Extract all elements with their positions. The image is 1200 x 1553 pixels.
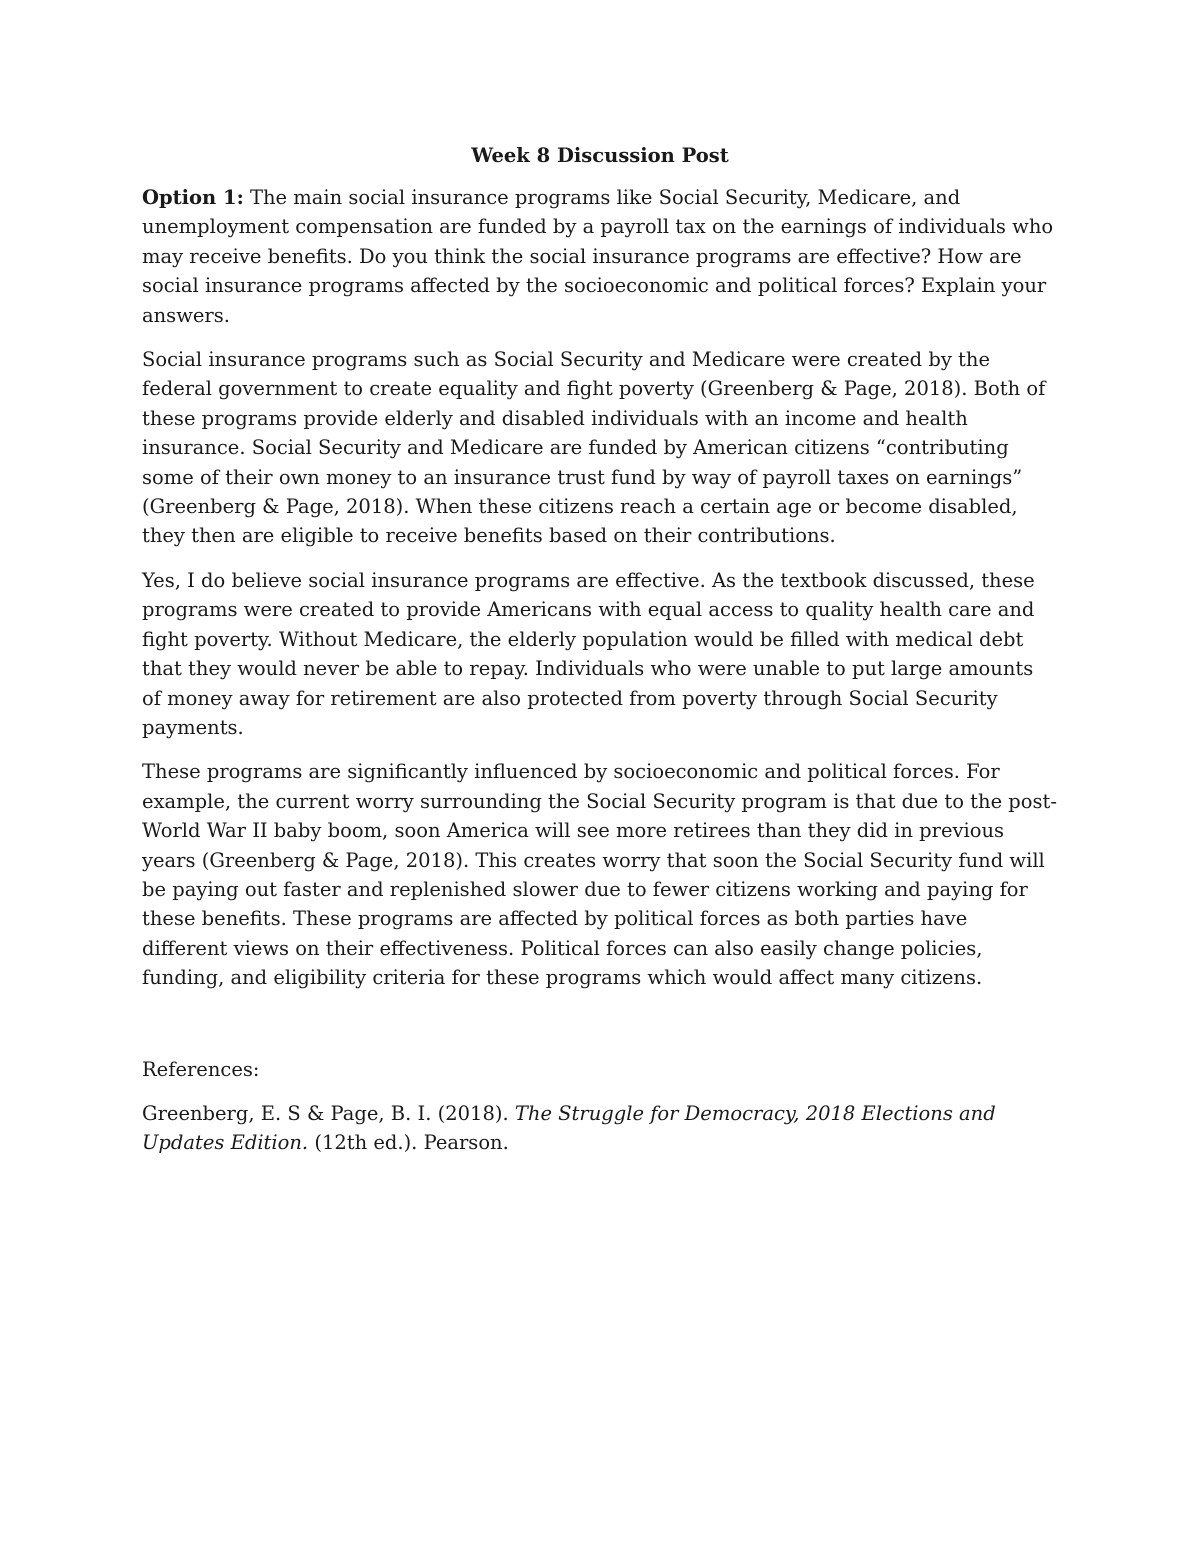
- body-paragraph-1: Social insurance programs such as Social Security and Medicare were created by the federal government to create equality and fight poverty (Greenberg & Page, 2018). Both of these programs provide elderly and disabled individuals with an income and health insurance. Social Security and Medicare are funded by American citizens “contributing some of their own money to an insurance trust fund by way of payroll taxes on earnings” (Greenberg & Page, 2018). When these citizens reach a certain age or become disabled, they then are eligible to receive benefits based on their contributions.: [142, 348, 1046, 548]
- document-body: [142, 140, 1058, 1173]
- document-title: Week 8 Discussion Post: [471, 144, 729, 167]
- prompt-label: Option 1:: [142, 186, 244, 209]
- reference-entry: [142, 1099, 1058, 1158]
- prompt-text: The main social insurance programs like Social Security, Medicare, and unemployment compensation are funded by a payroll tax on the earnings of individuals who may receive benefits. Do you think the social insurance programs are effective? How are social insurance programs affected by the socioeconomic and political forces? Explain your answers.: [142, 186, 1054, 327]
- discussion-prompt: [142, 183, 1058, 330]
- reference-authors: Greenberg, E. S & Page, B. I. (2018).: [142, 1101, 515, 1125]
- reference-book-title: The Struggle for Democracy, 2018 Elections and Updates Edition.: [142, 1101, 996, 1155]
- body-paragraph-3: These programs are significantly influenced by socioeconomic and political forces. For example, the current worry surrounding the Social Security program is that due to the post-World War II baby boom, soon America will see more retirees than they did in previous years (Greenberg & Page, 2018). This creates worry that soon the Social Security fund will be paying out faster and replenished slower due to fewer citizens working and paying for these benefits. These programs are affected by political forces as both parties have different views on their effectiveness. Political forces can also easily change policies, funding, and eligibility criteria for these programs which would affect many citizens.: [142, 760, 1057, 990]
- references-heading: References:: [142, 1057, 260, 1081]
- body-paragraph-2: Yes, I do believe social insurance programs are effective. As the textbook discussed, these programs were created to provide Americans with equal access to quality health care and fight poverty. Without Medicare, the elderly population would be filled with medical debt that they would never be able to repay. Individuals who were unable to put large amounts of money away for retirement are also protected from poverty through Social Security payments.: [142, 568, 1035, 739]
- reference-details: (12th ed.). Pearson.: [308, 1131, 509, 1155]
